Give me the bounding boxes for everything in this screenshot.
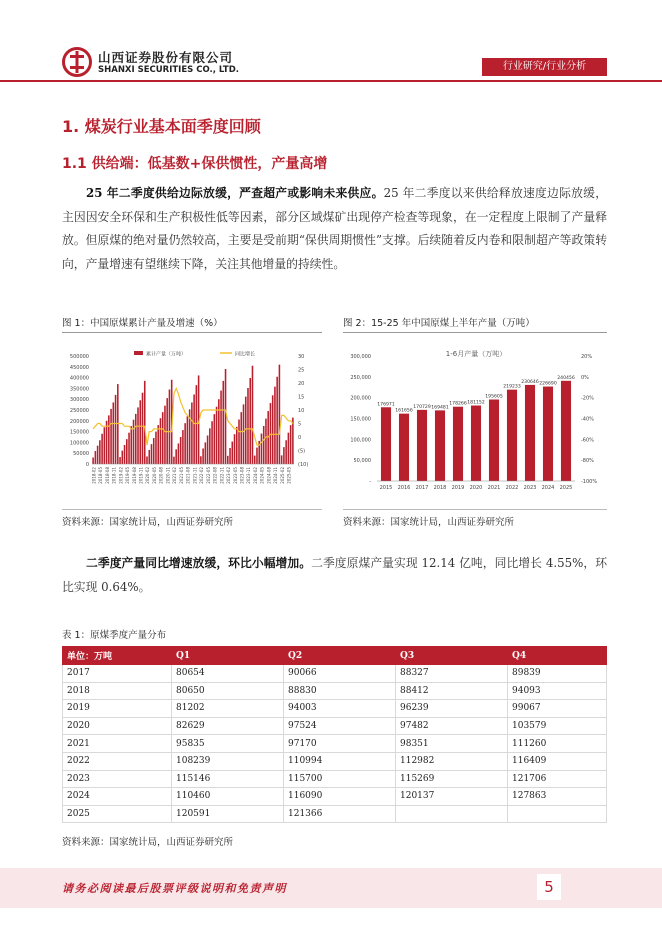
table-row (63, 752, 607, 770)
production-bar (263, 426, 265, 464)
production-bar (142, 393, 144, 464)
table-value-cell: 115146 (172, 770, 284, 788)
production-bar (279, 365, 281, 464)
production-bar (184, 423, 186, 464)
figure2-title: 图 2：15-25 年中国原煤上半年产量（万吨） (343, 318, 535, 329)
figure1-top-rule (62, 332, 322, 333)
x-axis-tick: 2020-02 (145, 466, 151, 484)
production-bar (115, 395, 117, 464)
y-axis-right-tick: 20 (298, 381, 305, 387)
y-axis-left-tick: 300000 (69, 397, 89, 404)
x-axis-tick: 2023-08 (239, 467, 245, 484)
production-bar (110, 409, 112, 464)
table-value-cell: 96239 (396, 700, 508, 718)
table-value-cell: 110994 (284, 752, 396, 770)
table-value-cell: 111260 (508, 735, 607, 753)
production-bar (144, 381, 146, 464)
paragraph-body: 25 年二季度以来供给释放速度边际放缓，主因因安全环保和生产积极性低等因素，部分区域煤矿出现停产检查等现象，在一定程度上限制了产量释放。但原煤的绝对量仍然较高，主要是受前期“保供周期惯性”支撑。后续随着反内卷和限制超产等政策转向，产量增速有望继续下降，关注其他增量的持续性。 (62, 186, 607, 271)
production-bar (130, 426, 132, 464)
production-bar (99, 440, 101, 464)
production-bar (182, 430, 184, 464)
table-value-cell: 116090 (284, 788, 396, 806)
table-value-cell: 116409 (508, 752, 607, 770)
table-value-cell (508, 805, 607, 823)
production-bar (281, 455, 283, 464)
x-axis-tick: 2024-11 (273, 467, 279, 484)
production-bar (292, 418, 294, 464)
header-divider (0, 80, 662, 82)
table-value-cell: 88412 (396, 682, 508, 700)
x-axis-tick: 2018 (433, 485, 447, 491)
y-axis-right-tick: (5) (298, 448, 306, 455)
production-bar (139, 400, 141, 464)
x-axis-tick: 2022-08 (212, 467, 218, 484)
x-axis-tick: 2025 (559, 485, 573, 491)
production-bar (288, 433, 290, 464)
production-bar (155, 432, 157, 464)
y-axis-left-tick: 250,000 (350, 374, 371, 381)
table-row (63, 665, 607, 683)
x-axis-tick: 2023-05 (232, 467, 238, 484)
bar-value-label: 181152 (467, 400, 485, 406)
x-axis-tick: 2019-05 (125, 466, 130, 484)
y-axis-left-tick: 50000 (73, 451, 89, 458)
table-row (63, 700, 607, 718)
table-year-cell: 2018 (63, 682, 172, 700)
page-number: 5 (537, 874, 561, 900)
production-bar (252, 366, 254, 464)
production-bar (122, 451, 124, 464)
output-bar (381, 407, 391, 481)
production-bar (108, 415, 110, 464)
paragraph-lead: 25 年二季度供给边际放缓，严查超产或影响未来供应。 (86, 186, 384, 200)
x-axis-tick: 2018-05 (98, 467, 104, 484)
production-bar (173, 457, 175, 464)
y-axis-left-tick: 450000 (69, 364, 89, 371)
production-bar (106, 421, 108, 464)
production-bar (191, 402, 193, 464)
x-axis-tick: 2016 (397, 485, 411, 491)
table-row (63, 717, 607, 735)
output-bar (507, 390, 517, 481)
y-axis-right-tick: 25 (298, 367, 305, 374)
paragraph-body: 二季度原煤产量实现 12.14 亿吨，同比增长 4.55%，环比实现 0.64%。 (62, 556, 607, 594)
output-bar (471, 406, 481, 481)
bar-value-label: 161656 (395, 408, 413, 414)
production-bar (151, 444, 153, 464)
y-axis-right-tick: (10) (298, 462, 309, 468)
footer-disclaimer: 请务必阅读最后股票评级说明和免责声明 (62, 882, 287, 895)
x-axis-tick: 2025-02 (279, 467, 285, 484)
y-axis-right-tick: 5 (298, 421, 302, 428)
company-name-cn: 山西证券股份有限公司 (98, 50, 234, 65)
production-bar (249, 378, 251, 464)
figure1-bottom-rule (62, 509, 322, 510)
production-bar (274, 387, 276, 464)
x-axis-tick: 2021 (487, 485, 501, 491)
production-bar (216, 407, 218, 464)
output-bar (525, 385, 535, 481)
production-bar (128, 433, 130, 464)
output-bar (543, 387, 553, 481)
x-axis-tick: 2019-08 (131, 467, 137, 484)
production-bar (265, 419, 267, 464)
figure2-top-rule (343, 332, 607, 333)
x-axis-tick: 2018-08 (104, 466, 110, 484)
figure2-bottom-rule (343, 509, 607, 510)
production-bar (229, 448, 231, 464)
figure2-chart (343, 336, 607, 506)
production-bar (283, 447, 285, 464)
production-bar (207, 435, 209, 464)
x-axis-tick: 2020-11 (165, 466, 171, 484)
x-axis-tick: 2019-11 (138, 467, 144, 484)
table-value-cell: 94003 (284, 700, 396, 718)
x-axis-tick: 2021-05 (178, 467, 184, 484)
production-bar (104, 427, 106, 464)
x-axis-tick: 2017 (415, 485, 429, 491)
table-value-cell: 80654 (172, 665, 284, 683)
y-axis-left-tick: 300,000 (350, 354, 371, 360)
output-bar (435, 410, 445, 481)
y-axis-left-tick: 250000 (69, 408, 89, 414)
x-axis-tick: 2022-05 (205, 466, 211, 484)
table-year-cell: 2024 (63, 788, 172, 806)
y-axis-left-tick: 200,000 (350, 395, 371, 402)
bar-value-label: 195605 (485, 394, 503, 400)
y-axis-left-tick: 500000 (69, 354, 89, 360)
y-axis-right-tick: 10 (298, 408, 305, 414)
table-value-cell: 112982 (396, 752, 508, 770)
table-header-cell: Q1 (172, 647, 284, 665)
bar-value-label: 219233 (503, 384, 521, 390)
table-header-cell: Q2 (284, 647, 396, 665)
table-row (63, 682, 607, 700)
table-value-cell: 80650 (172, 682, 284, 700)
table-value-cell: 103579 (508, 717, 607, 735)
output-bar (399, 414, 409, 481)
table-value-cell: 121366 (284, 805, 396, 823)
table-header-cell: Q4 (508, 647, 607, 665)
table-header-row (63, 647, 607, 665)
y-axis-left-tick: 400000 (69, 375, 89, 382)
x-axis-tick: 2025-05 (286, 466, 292, 484)
table-year-cell: 2021 (63, 735, 172, 753)
production-bar (234, 434, 236, 464)
x-axis-tick: 2021-08 (185, 466, 191, 484)
figure1-title: 图 1：中国原煤累计产量及增速（%） (62, 318, 223, 329)
quarterly-output-table (62, 646, 607, 823)
production-bar (211, 421, 213, 464)
production-bar (135, 414, 137, 464)
bar-value-label: 226690 (539, 381, 557, 387)
production-bar (240, 412, 242, 464)
y-axis-right-tick: 30 (298, 354, 305, 360)
table-value-cell: 97170 (284, 735, 396, 753)
x-axis-tick: 2020-08 (158, 467, 164, 484)
y-axis-left-tick: 150000 (69, 429, 89, 436)
table-row (63, 805, 607, 823)
production-bar (160, 418, 162, 464)
legend-label: 同比增长 (235, 351, 256, 358)
production-bar (133, 420, 135, 464)
x-axis-tick: 2023-11 (246, 466, 252, 484)
table-value-cell: 90066 (284, 665, 396, 683)
y-axis-left-tick: 50,000 (353, 458, 371, 465)
bar-value-label: 176971 (377, 402, 395, 408)
y-axis-right-tick: 0 (298, 435, 302, 441)
y-axis-left-tick: 150,000 (350, 416, 371, 423)
bar-value-label: 169481 (431, 405, 449, 411)
x-axis-tick: 2024-02 (253, 467, 258, 484)
production-bar (272, 395, 274, 464)
production-bar (218, 399, 220, 464)
page-header (0, 0, 662, 92)
y-axis-left-tick: 350000 (69, 386, 89, 393)
figure1-chart (62, 336, 324, 506)
table-value-cell: 95835 (172, 735, 284, 753)
production-bar (97, 446, 99, 464)
y-axis-left-tick: 100000 (69, 440, 89, 447)
table-value-cell: 94093 (508, 682, 607, 700)
production-bar (205, 442, 207, 464)
output-bar (561, 381, 571, 481)
chart-inner-title: 1-6月产量（万吨） (445, 350, 507, 358)
production-bar (227, 456, 229, 464)
production-bar (157, 425, 159, 464)
production-bar (276, 377, 278, 464)
production-bar (261, 434, 263, 464)
y-axis-left-tick: - (369, 479, 371, 485)
table-value-cell: 115700 (284, 770, 396, 788)
production-bar (126, 439, 128, 464)
x-axis-tick: 2024-08 (266, 466, 272, 484)
table-value-cell: 89839 (508, 665, 607, 683)
table-header-cell: 单位：万吨 (63, 647, 172, 665)
table-value-cell: 120137 (396, 788, 508, 806)
legend-label: 累计产量（万吨） (146, 351, 187, 358)
y-axis-right-tick: -80% (581, 458, 594, 465)
production-bar (169, 389, 171, 464)
production-bar (270, 403, 272, 464)
company-name-en: SHANXI SECURITIES CO., LTD. (98, 65, 240, 75)
paragraph-q2 (62, 552, 607, 599)
x-axis-tick: 2021-11 (192, 467, 198, 484)
table-value-cell: 99067 (508, 700, 607, 718)
table-value-cell: 81202 (172, 700, 284, 718)
production-bar (124, 445, 126, 464)
table-value-cell: 88327 (396, 665, 508, 683)
table-year-cell: 2020 (63, 717, 172, 735)
production-bar (193, 394, 195, 464)
production-bar (202, 448, 204, 464)
x-axis-tick: 2022 (505, 485, 519, 491)
company-logo-icon (62, 47, 92, 77)
production-bar (231, 442, 233, 464)
production-bar (153, 438, 155, 464)
table-value-cell: 115269 (396, 770, 508, 788)
x-axis-tick: 2022-02 (199, 467, 205, 484)
production-bar (95, 451, 97, 464)
production-bar (101, 434, 103, 464)
production-bar (223, 381, 225, 464)
production-bar (209, 428, 211, 464)
bar-value-label: 178266 (449, 401, 467, 407)
output-bar (489, 399, 499, 481)
x-axis-tick: 2020-05 (152, 467, 157, 484)
y-axis-right-tick: -20% (581, 395, 594, 402)
table-value-cell: 110460 (172, 788, 284, 806)
y-axis-right-tick: 20% (581, 354, 593, 360)
x-axis-tick: 2023-02 (226, 466, 231, 484)
production-bar (137, 407, 139, 464)
x-axis-tick: 2022-11 (219, 467, 225, 484)
x-axis-tick: 2023 (523, 485, 537, 491)
production-bar (175, 449, 177, 464)
table-row (63, 770, 607, 788)
x-axis-tick: 2019 (451, 485, 465, 491)
x-axis-tick: 2020 (469, 485, 483, 491)
production-bar (164, 406, 166, 464)
y-axis-right-tick: -40% (581, 416, 594, 423)
y-axis-right-tick: 15 (298, 394, 305, 401)
production-bar (247, 388, 249, 464)
production-bar (256, 448, 258, 464)
paragraph-supply (62, 182, 607, 276)
production-bar (238, 420, 240, 464)
production-bar (162, 412, 164, 464)
production-bar (113, 402, 115, 464)
x-axis-tick: 2015 (379, 485, 393, 491)
x-axis-tick: 2018-02 (91, 467, 97, 484)
bar-value-label: 240456 (557, 375, 575, 381)
production-bar (243, 404, 245, 464)
x-axis-tick: 2024 (541, 485, 555, 491)
bar-value-label: 230646 (521, 379, 539, 385)
table-source: 资料来源：国家统计局，山西证券研究所 (62, 837, 234, 848)
production-bar (119, 457, 121, 464)
output-bar (417, 410, 427, 481)
production-bar (196, 385, 198, 464)
y-axis-left-tick: 200000 (69, 418, 89, 425)
production-bar (146, 456, 148, 464)
production-bar (214, 414, 216, 464)
table-value-cell: 121706 (508, 770, 607, 788)
table-value-cell: 88830 (284, 682, 396, 700)
production-bar (290, 425, 292, 464)
output-bar (453, 407, 463, 481)
table-year-cell: 2017 (63, 665, 172, 683)
report-type-tag: 行业研究/行业分析 (482, 58, 607, 76)
table-year-cell: 2023 (63, 770, 172, 788)
figure2-source: 资料来源：国家统计局，山西证券研究所 (343, 517, 515, 528)
production-bar (148, 450, 150, 464)
table-value-cell (396, 805, 508, 823)
table-year-cell: 2019 (63, 700, 172, 718)
y-axis-left-tick: 100,000 (350, 437, 371, 444)
production-bar (178, 443, 180, 464)
table-value-cell: 97482 (396, 717, 508, 735)
production-bar (187, 416, 189, 464)
x-axis-tick: 2024-05 (259, 467, 265, 484)
production-bar (200, 456, 202, 464)
y-axis-left-tick: 0 (85, 462, 89, 468)
table-title: 表 1：原煤季度产量分布 (62, 630, 167, 641)
table-value-cell: 82629 (172, 717, 284, 735)
y-axis-right-tick: 0% (581, 374, 589, 381)
production-bar (236, 427, 238, 464)
y-axis-right-tick: -100% (581, 479, 598, 485)
production-bar (180, 437, 182, 464)
x-axis-tick: 2019-02 (118, 467, 124, 484)
production-bar (285, 440, 287, 464)
subsection-title: 1.1 供给端：低基数+保供惯性，产量高增 (62, 156, 328, 172)
legend-swatch-bar (134, 351, 143, 355)
production-bar (225, 369, 227, 464)
figure1-source: 资料来源：国家统计局，山西证券研究所 (62, 517, 234, 528)
x-axis-tick: 2018-11 (111, 467, 117, 484)
bar-value-label: 170729 (413, 404, 431, 410)
production-bar (254, 456, 256, 464)
production-bar (92, 458, 94, 464)
paragraph-lead: 二季度产量同比增速放缓，环比小幅增加。 (86, 556, 312, 570)
section-title: 1. 煤炭行业基本面季度回顾 (62, 117, 261, 136)
table-year-cell: 2025 (63, 805, 172, 823)
table-row (63, 788, 607, 806)
production-bar (220, 391, 222, 464)
y-axis-right-tick: -60% (581, 437, 594, 444)
table-value-cell: 127863 (508, 788, 607, 806)
table-row (63, 735, 607, 753)
table-value-cell: 108239 (172, 752, 284, 770)
table-header-cell: Q3 (396, 647, 508, 665)
table-value-cell: 98351 (396, 735, 508, 753)
table-value-cell: 120591 (172, 805, 284, 823)
x-axis-tick: 2021-02 (172, 467, 178, 484)
table-value-cell: 97524 (284, 717, 396, 735)
table-year-cell: 2022 (63, 752, 172, 770)
